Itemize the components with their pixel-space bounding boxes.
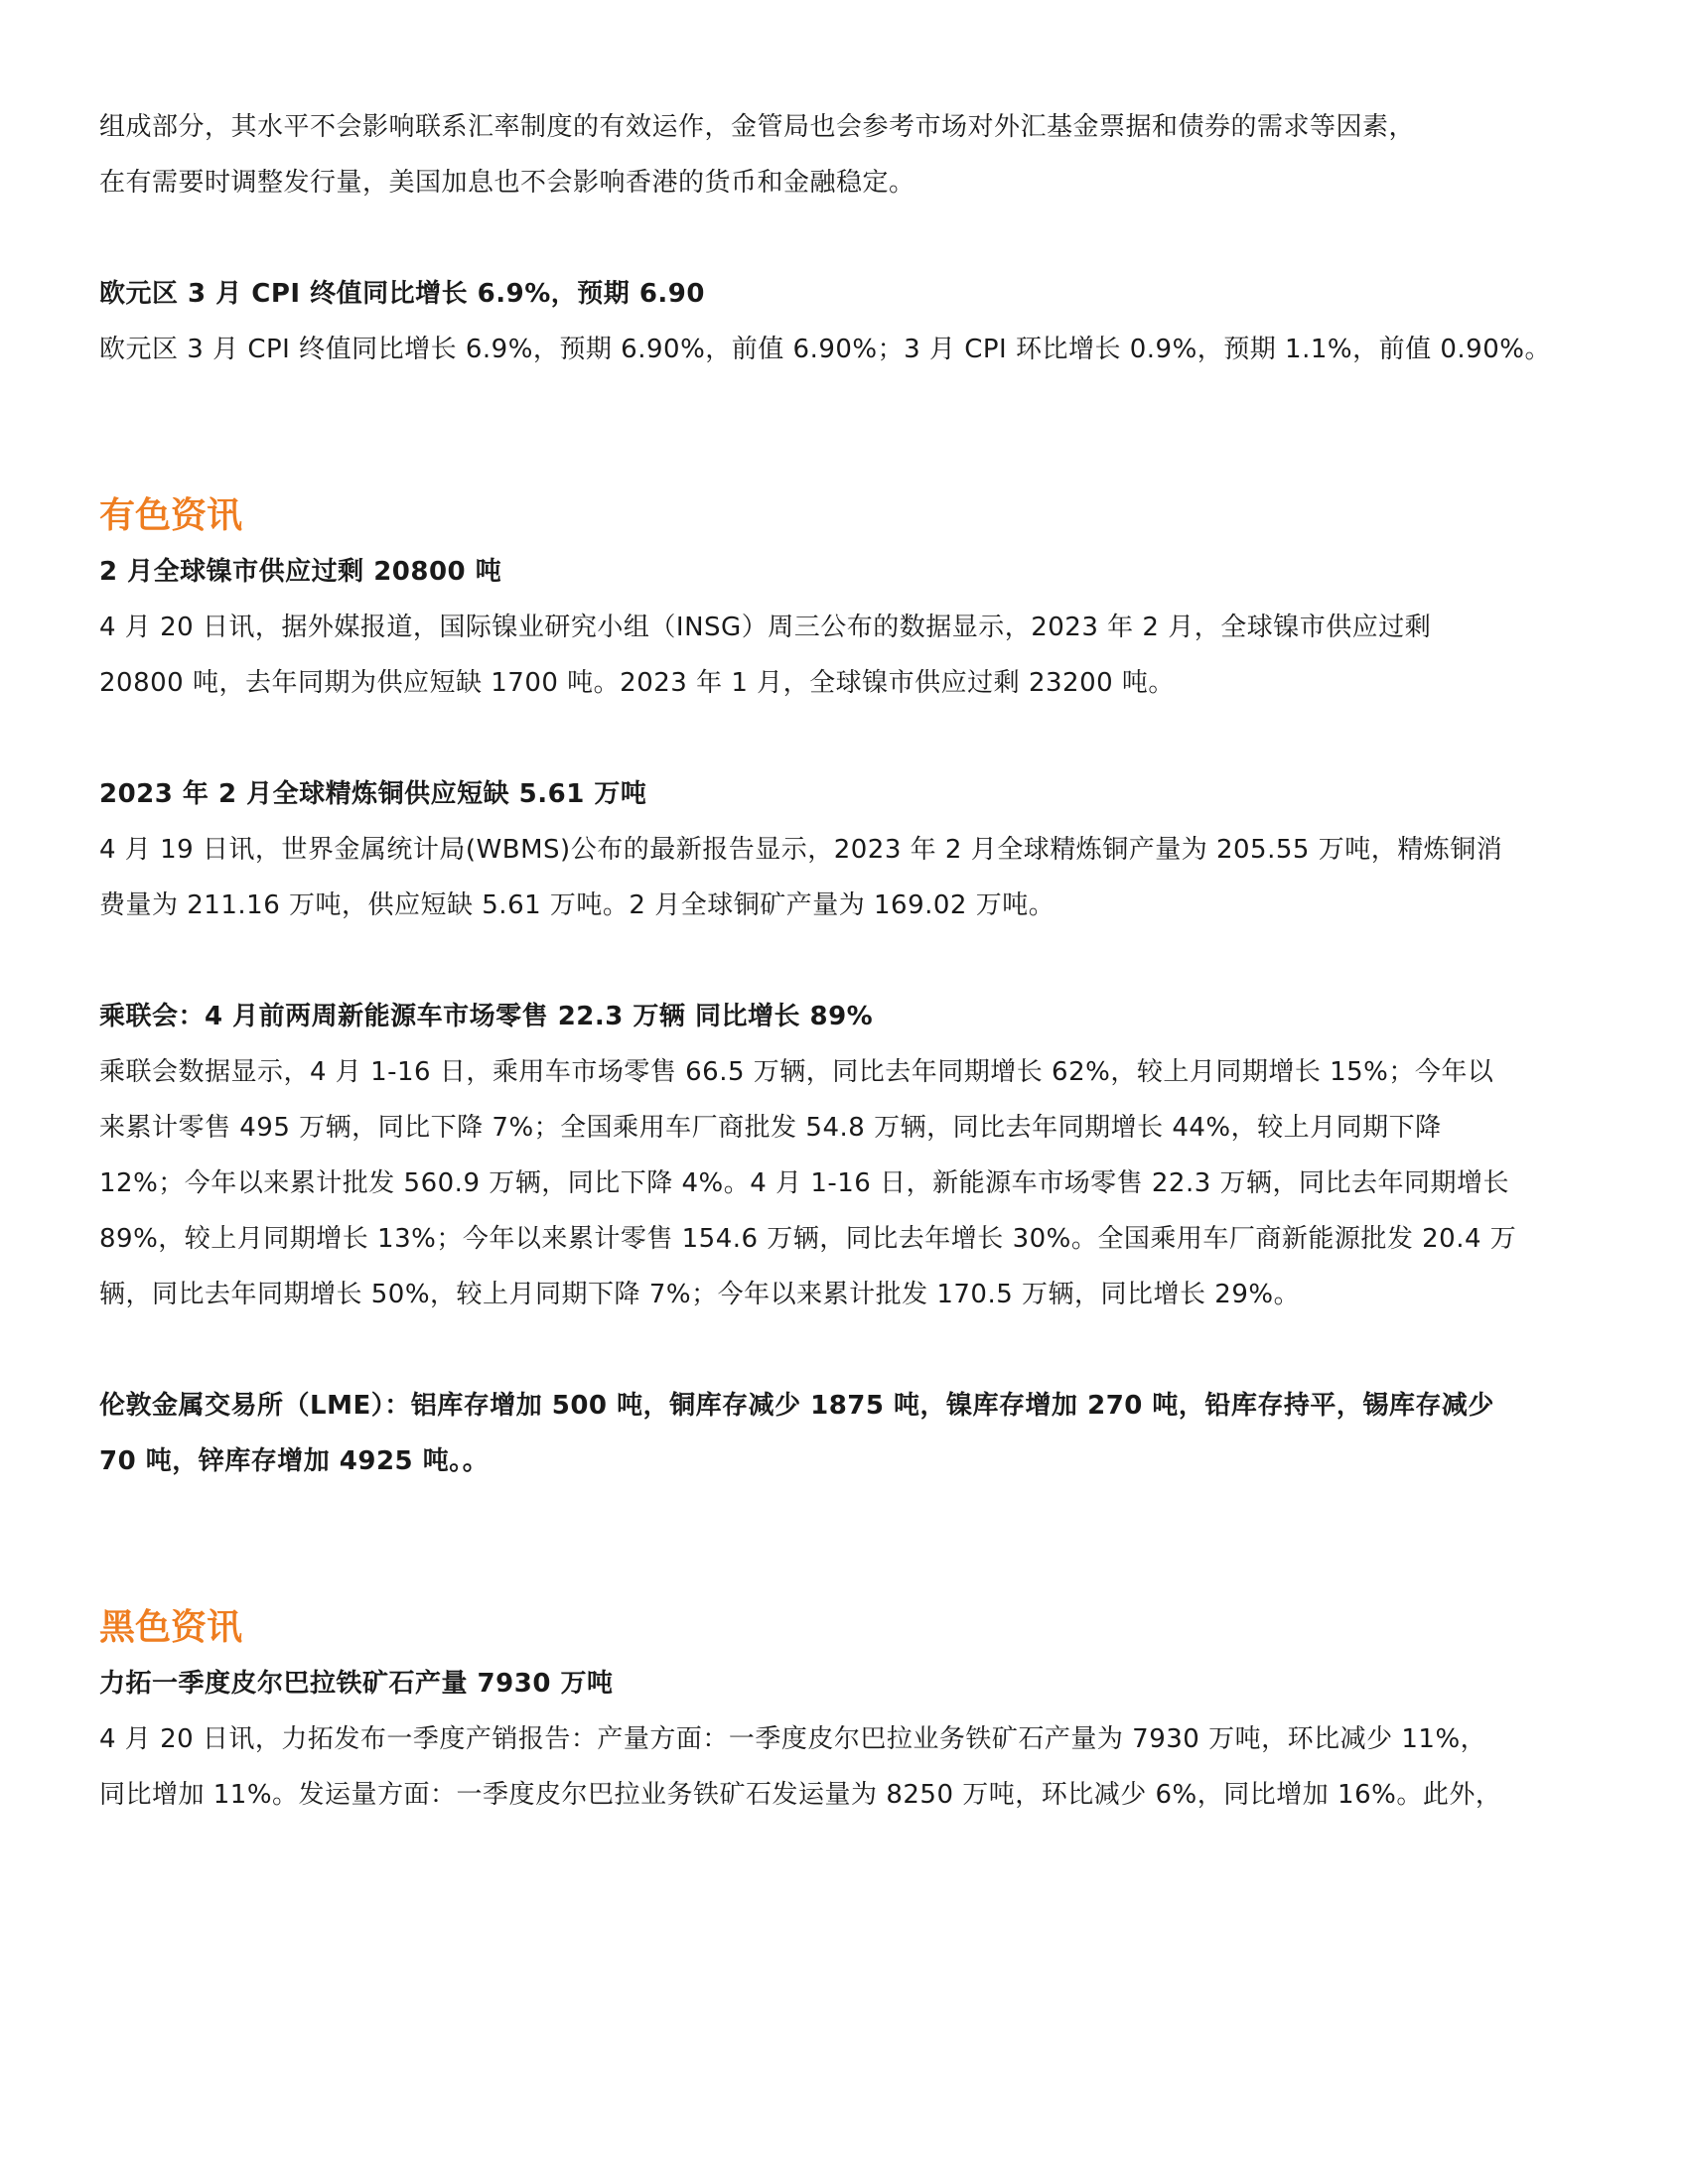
nonferrous-section-title: 有色资讯: [99, 495, 243, 536]
cpca-body-line-2: 来累计零售 495 万辆，同比下降 7%；全国乘用车厂商批发 54.8 万辆，同比去年同期增长 44%，较上月同期下降: [99, 1113, 1442, 1143]
nickel-body-line-1: 4 月 20 日讯，据外媒报道，国际镍业研究小组（INSG）周三公布的数据显示，2023 年 2 月，全球镍市供应过剩: [99, 613, 1432, 642]
copper-body-line-1: 4 月 19 日讯，世界金属统计局(WBMS)公布的最新报告显示，2023 年 2 月全球精炼铜产量为 205.55 万吨，精炼铜消: [99, 835, 1503, 865]
document-page: [99, 99, 1569, 1823]
intro-line-2: 在有需要时调整发行量，美国加息也不会影响香港的货币和金融稳定。: [99, 168, 915, 198]
cpca-body-line-5: 辆，同比去年同期增长 50%，较上月同期下降 7%；今年以来累计批发 170.5 万辆，同比增长 29%。: [99, 1280, 1301, 1309]
rio-tinto-body-line-1: 4 月 20 日讯，力拓发布一季度产销报告：产量方面：一季度皮尔巴拉业务铁矿石产量为 7930 万吨，环比减少 11%，: [99, 1724, 1487, 1754]
lme-line-2: 70 吨，锌库存增加 4925 吨。。: [99, 1446, 490, 1476]
nickel-headline: 2 月全球镍市供应过剩 20800 吨: [99, 557, 502, 587]
copper-body-line-2: 费量为 211.16 万吨，供应短缺 5.61 万吨。2 月全球铜矿产量为 169.02 万吨。: [99, 890, 1055, 920]
rio-tinto-body-line-2: 同比增加 11%。发运量方面：一季度皮尔巴拉业务铁矿石发运量为 8250 万吨，环比减少 6%，同比增加 16%。此外，: [99, 1780, 1502, 1810]
cpca-body-line-3: 12%；今年以来累计批发 560.9 万辆，同比下降 4%。4 月 1-16 日，新能源车市场零售 22.3 万辆，同比去年同期增长: [99, 1168, 1510, 1198]
euro-cpi-headline: 欧元区 3 月 CPI 终值同比增长 6.9%，预期 6.90: [99, 279, 705, 309]
rio-tinto-headline: 力拓一季度皮尔巴拉铁矿石产量 7930 万吨: [99, 1669, 614, 1699]
intro-line-1: 组成部分，其水平不会影响联系汇率制度的有效运作，金管局也会参考市场对外汇基金票据和债券的需求等因素，: [99, 112, 1416, 142]
ferrous-section-title: 黑色资讯: [99, 1607, 243, 1648]
cpca-headline: 乘联会：4 月前两周新能源车市场零售 22.3 万辆 同比增长 89%: [99, 1002, 874, 1031]
copper-headline: 2023 年 2 月全球精炼铜供应短缺 5.61 万吨: [99, 779, 647, 809]
cpca-body-line-1: 乘联会数据显示，4 月 1-16 日，乘用车市场零售 66.5 万辆，同比去年同期增长 62%，较上月同期增长 15%；今年以: [99, 1057, 1494, 1087]
cpca-body-line-4: 89%，较上月同期增长 13%；今年以来累计零售 154.6 万辆，同比去年增长 30%。全国乘用车厂商新能源批发 20.4 万: [99, 1224, 1517, 1254]
euro-cpi-body: 欧元区 3 月 CPI 终值同比增长 6.9%，预期 6.90%，前值 6.90%；3 月 CPI 环比增长 0.9%，预期 1.1%，前值 0.90%。: [99, 335, 1551, 364]
nickel-body-line-2: 20800 吨，去年同期为供应短缺 1700 吨。2023 年 1 月，全球镍市供应过剩 23200 吨。: [99, 668, 1175, 698]
lme-line-1: 伦敦金属交易所（LME）：铝库存增加 500 吨，铜库存减少 1875 吨，镍库存增加 270 吨，铅库存持平，锡库存减少: [99, 1391, 1494, 1421]
